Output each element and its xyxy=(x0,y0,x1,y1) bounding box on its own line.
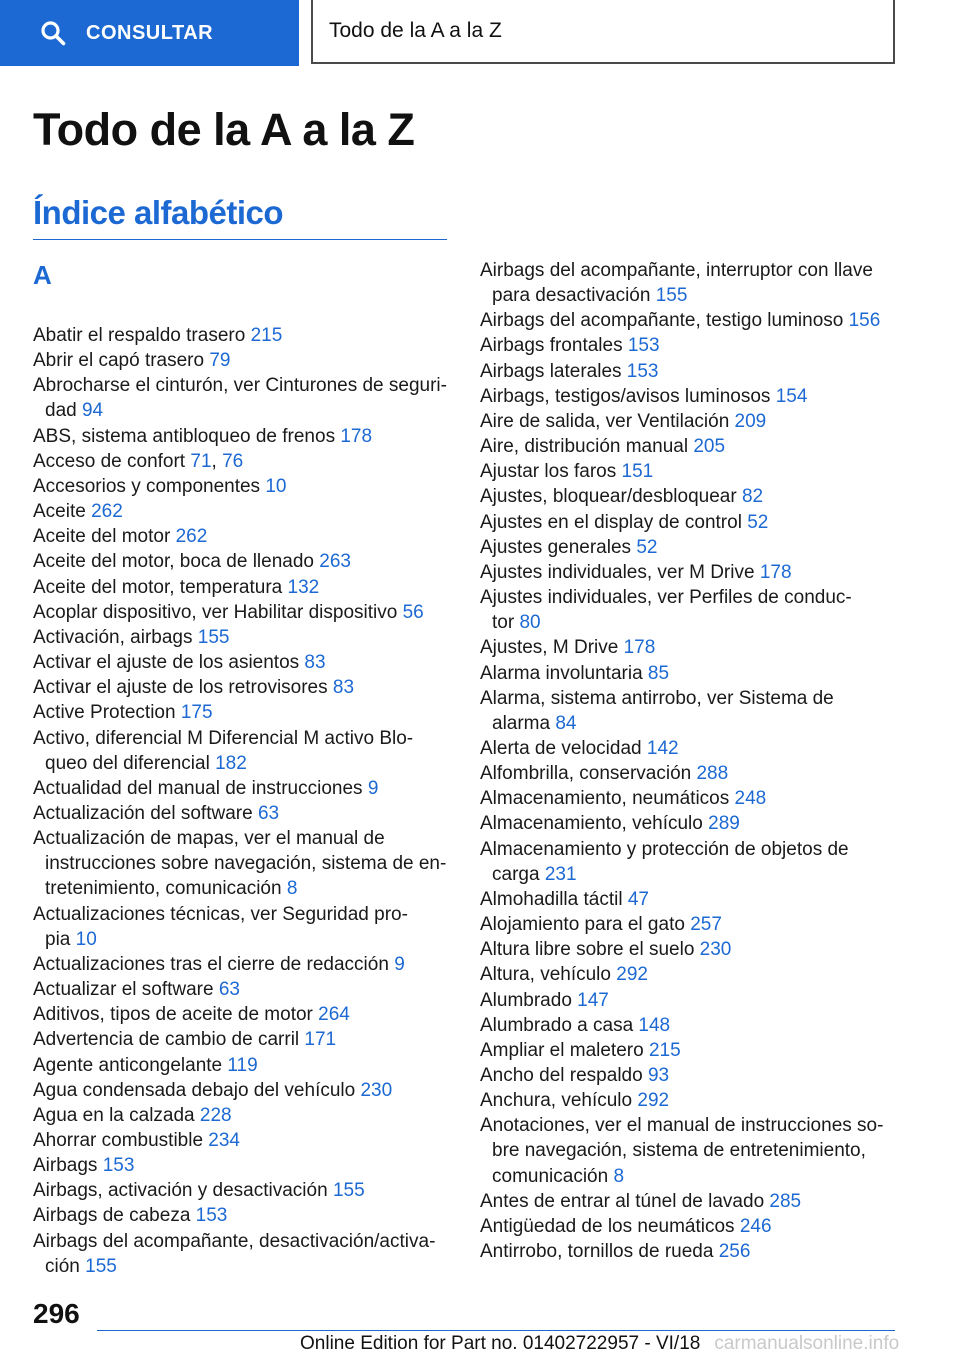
page-reference-link[interactable]: 85 xyxy=(647,662,670,684)
index-entry-continuation xyxy=(33,1254,451,1279)
index-entry xyxy=(33,1053,451,1078)
entry-text: comunicación xyxy=(492,1165,614,1187)
index-entry xyxy=(33,348,451,373)
index-entry xyxy=(480,686,900,711)
index-entry xyxy=(33,977,451,1002)
page-reference-link[interactable]: 175 xyxy=(180,702,213,724)
page-reference-link[interactable]: 52 xyxy=(747,511,769,533)
entry-text: Alumbrado xyxy=(480,989,578,1011)
index-entry xyxy=(33,424,451,449)
index-entry-continuation xyxy=(33,851,451,876)
entry-text: Altura libre sobre el suelo xyxy=(480,939,700,961)
entry-text: tretenimiento, comunicación xyxy=(45,878,287,900)
page-reference-link[interactable]: 154 xyxy=(775,385,808,407)
index-entry xyxy=(33,499,451,524)
page-reference-link[interactable]: 171 xyxy=(304,1029,337,1051)
index-entry xyxy=(33,1203,451,1228)
index-entry-continuation xyxy=(33,751,451,776)
page-reference-link[interactable]: 153 xyxy=(102,1155,135,1177)
entry-text: Ajustes en el display de control xyxy=(480,511,748,533)
page-reference-link[interactable]: 288 xyxy=(696,763,729,785)
index-entry-continuation xyxy=(33,398,451,423)
page-reference-link[interactable]: 83 xyxy=(304,652,326,674)
entry-text: Actualizaciones tras el cierre de redacción xyxy=(33,953,395,975)
index-entry xyxy=(33,726,451,751)
page-reference-link[interactable]: 228 xyxy=(199,1104,232,1126)
index-entry-continuation xyxy=(480,610,900,635)
page-reference-link[interactable]: 231 xyxy=(544,863,577,885)
index-entry xyxy=(33,952,451,977)
index-entry xyxy=(480,1013,900,1038)
page-reference-link[interactable]: 205 xyxy=(693,436,726,458)
index-entry xyxy=(480,1038,900,1063)
page-reference-link[interactable]: 155 xyxy=(85,1255,117,1277)
entry-text: Almacenamiento, neumáticos xyxy=(480,788,735,810)
page-reference-link[interactable]: 289 xyxy=(708,813,740,835)
entry-text: Activar el ajuste de los retrovisores xyxy=(33,677,333,699)
index-entry xyxy=(480,661,900,686)
footer xyxy=(300,1333,900,1355)
page-reference-link[interactable]: 8 xyxy=(613,1165,625,1187)
breadcrumb[interactable] xyxy=(311,0,895,64)
index-entry xyxy=(480,786,900,811)
index-entry xyxy=(33,373,451,398)
index-column-left xyxy=(33,256,451,1279)
page-reference-link[interactable]: 262 xyxy=(175,526,208,548)
index-entry xyxy=(480,434,900,459)
page-reference-link[interactable]: 142 xyxy=(646,737,679,759)
index-entry xyxy=(480,887,900,912)
entry-text: carga xyxy=(492,863,545,885)
section-divider xyxy=(33,239,447,240)
page-reference-link[interactable]: 234 xyxy=(208,1130,240,1151)
index-entry xyxy=(33,575,451,600)
index-entry-continuation xyxy=(480,1138,900,1163)
page-reference-link[interactable]: 153 xyxy=(626,360,659,382)
entry-text: Actualización de mapas, ver el manual de xyxy=(33,828,385,850)
page-reference-link[interactable]: 9 xyxy=(367,777,379,799)
index-entry xyxy=(480,1214,900,1239)
breadcrumb-label: Todo de la A a la Z xyxy=(329,19,502,42)
page-reference-link[interactable]: 178 xyxy=(623,637,656,659)
entry-text: alarma xyxy=(492,712,556,734)
page-reference-link[interactable]: 56 xyxy=(402,601,424,623)
index-entry xyxy=(33,826,451,851)
index-entry xyxy=(480,837,900,862)
index-column-right xyxy=(480,258,900,1264)
page-reference-link[interactable]: 155 xyxy=(655,285,688,307)
page-reference-link[interactable]: 264 xyxy=(318,1004,350,1026)
index-entry xyxy=(480,962,900,987)
index-entry xyxy=(33,1128,451,1153)
page-reference-link[interactable]: 52 xyxy=(636,536,658,558)
entry-text: Agua en la calzada xyxy=(33,1104,200,1126)
page-reference-link[interactable]: 153 xyxy=(195,1205,228,1227)
index-entry xyxy=(33,1002,451,1027)
page-title: Todo de la A a la Z xyxy=(33,104,415,155)
entry-text: Alumbrado a casa xyxy=(480,1014,639,1036)
index-entry xyxy=(33,776,451,801)
entry-text: queo del diferencial xyxy=(45,752,216,774)
entry-text: para desactivación xyxy=(492,285,656,307)
page-reference-link[interactable]: 151 xyxy=(621,461,654,483)
entry-text: Almacenamiento, vehículo xyxy=(480,813,709,835)
entry-text: Aceite del motor, boca de llenado xyxy=(33,551,320,573)
entry-text: Airbags del acompañante, desactivación/activa‐ xyxy=(33,1230,436,1252)
entry-text: Ajustes, M Drive xyxy=(480,637,624,659)
index-entry xyxy=(480,258,900,283)
index-entry xyxy=(33,902,451,927)
page-reference-link[interactable]: 285 xyxy=(769,1190,802,1212)
page-reference-link[interactable]: 10 xyxy=(265,475,287,497)
page-reference-link[interactable]: 292 xyxy=(616,964,648,986)
index-entry xyxy=(480,384,900,409)
index-entry xyxy=(33,1153,451,1178)
index-entry xyxy=(33,474,451,499)
entry-text: Antes de entrar al túnel de lavado xyxy=(480,1190,770,1212)
entry-text: Actualización del software xyxy=(33,802,258,824)
index-entry xyxy=(480,1113,900,1138)
page-reference-link[interactable]: 182 xyxy=(215,752,247,774)
index-entry xyxy=(480,912,900,937)
entry-text: Agua condensada debajo del vehículo xyxy=(33,1079,361,1101)
page-reference-link[interactable]: 215 xyxy=(250,325,283,346)
entry-text: Actualidad del manual de instrucciones xyxy=(33,777,368,799)
page-reference-link[interactable]: 153 xyxy=(627,335,660,357)
entry-text: Alojamiento para el gato xyxy=(480,914,691,936)
page-reference-link[interactable]: 209 xyxy=(734,410,767,432)
entry-text: Airbags laterales xyxy=(480,360,627,382)
entry-text: Actualizaciones técnicas, ver Seguridad pro‐ xyxy=(33,903,408,925)
entry-text: Anchura, vehículo xyxy=(480,1090,638,1112)
entry-text: Acceso de confort xyxy=(33,450,191,472)
index-entry xyxy=(480,484,900,509)
entry-text: Active Protection xyxy=(33,702,181,724)
page-reference-link[interactable]: 156 xyxy=(848,310,881,332)
entry-text: Aceite xyxy=(33,501,92,523)
page-reference-link[interactable]: 9 xyxy=(394,953,405,975)
entry-text: Airbags frontales xyxy=(480,335,628,357)
consult-label: CONSULTAR xyxy=(86,21,214,44)
entry-text: Airbags xyxy=(33,1155,103,1177)
page-reference-link[interactable]: 263 xyxy=(319,551,351,573)
index-entry xyxy=(480,585,900,610)
entry-text: Actualizar el software xyxy=(33,979,219,1001)
page-reference-link[interactable]: 71 xyxy=(190,450,212,472)
index-entry xyxy=(480,459,900,484)
entry-text: , xyxy=(211,450,223,472)
index-entry xyxy=(480,1063,900,1088)
index-entry xyxy=(33,600,451,625)
index-entry xyxy=(33,549,451,574)
index-entry xyxy=(480,510,900,535)
entry-text: Activar el ajuste de los asientos xyxy=(33,652,305,674)
index-entry xyxy=(33,1078,451,1103)
index-entry xyxy=(480,635,900,660)
index-entry xyxy=(33,675,451,700)
entry-text: Alarma involuntaria xyxy=(480,662,648,684)
index-entry xyxy=(480,409,900,434)
index-entry xyxy=(33,1103,451,1128)
entry-text: pia xyxy=(45,928,76,950)
consult-button[interactable] xyxy=(0,0,299,66)
page-reference-link[interactable]: 178 xyxy=(340,425,373,447)
page-reference-link[interactable]: 8 xyxy=(286,878,298,900)
entry-text: Alfombrilla, conservación xyxy=(480,763,697,785)
page-reference-link[interactable]: 82 xyxy=(741,486,764,508)
index-entry xyxy=(480,535,900,560)
entry-text: tor xyxy=(492,612,520,634)
index-entry xyxy=(33,625,451,650)
index-entry xyxy=(480,988,900,1013)
index-entry-continuation xyxy=(480,1164,900,1189)
page-reference-link[interactable]: 63 xyxy=(218,979,240,1001)
entry-text: Aire, distribución manual xyxy=(480,436,694,458)
entry-text: Aceite del motor xyxy=(33,526,176,548)
entry-text: Almacenamiento y protección de objetos de xyxy=(480,838,849,860)
entry-text: Altura, vehículo xyxy=(480,964,617,986)
entry-text: Ajustes generales xyxy=(480,536,637,558)
index-entry xyxy=(480,359,900,384)
entry-text: Ampliar el maletero xyxy=(480,1039,649,1061)
entry-text: Ajustes individuales, ver M Drive xyxy=(480,561,760,583)
index-entry xyxy=(480,1239,900,1264)
page-reference-link[interactable]: 248 xyxy=(734,788,767,810)
entry-text: instrucciones sobre navegación, sistema de en‐ xyxy=(45,853,447,875)
entry-text: Advertencia de cambio de carril xyxy=(33,1029,305,1051)
index-entry xyxy=(480,308,900,333)
page-reference-link[interactable]: 256 xyxy=(718,1241,751,1263)
entry-text: Ajustes, bloquear/desbloquear xyxy=(480,486,742,508)
entry-text: Airbags, testigos/avisos luminosos xyxy=(480,385,776,407)
index-entry xyxy=(480,811,900,836)
page-reference-link[interactable]: 148 xyxy=(638,1014,671,1036)
index-entry xyxy=(480,937,900,962)
index-entry-continuation xyxy=(33,927,451,952)
page-reference-link[interactable]: 10 xyxy=(75,928,97,950)
entry-text: Antigüedad de los neumáticos xyxy=(480,1215,740,1237)
entry-text: ABS, sistema antibloqueo de frenos xyxy=(33,425,341,447)
index-entries-left xyxy=(33,323,451,1279)
index-entry xyxy=(33,449,451,474)
page-reference-link[interactable]: 119 xyxy=(227,1054,258,1076)
page-reference-link[interactable]: 132 xyxy=(287,576,320,598)
entry-text: dad xyxy=(45,400,82,422)
entry-text: Anotaciones, ver el manual de instrucciones so‐ xyxy=(480,1115,884,1137)
entry-text: Acoplar dispositivo, ver Habilitar dispositivo xyxy=(33,601,403,623)
index-entry xyxy=(33,1178,451,1203)
edition-note: Online Edition for Part no. 01402722957 - VI/18 xyxy=(300,1333,701,1354)
entry-text: Antirrobo, tornillos de rueda xyxy=(480,1241,719,1263)
entry-text: Airbags, activación y desactivación xyxy=(33,1180,333,1202)
page-reference-link[interactable]: 63 xyxy=(257,802,280,824)
page-reference-link[interactable]: 76 xyxy=(222,450,244,472)
entry-text: Alarma, sistema antirrobo, ver Sistema de xyxy=(480,687,834,709)
entry-text: Accesorios y componentes xyxy=(33,475,266,497)
index-entries-right xyxy=(480,258,900,1264)
entry-text: Abrir el capó trasero xyxy=(33,350,210,372)
entry-text: Airbags de cabeza xyxy=(33,1205,196,1227)
entry-text: ción xyxy=(45,1255,86,1277)
page-reference-link[interactable]: 215 xyxy=(648,1039,681,1061)
page-reference-link[interactable]: 262 xyxy=(91,501,123,523)
entry-text: Ahorrar combustible xyxy=(33,1130,209,1151)
entry-text: Ancho del respaldo xyxy=(480,1065,648,1086)
entry-text: Airbags del acompañante, interruptor con llave xyxy=(480,260,873,281)
page-reference-link[interactable]: 83 xyxy=(332,677,355,699)
index-entry-continuation xyxy=(480,711,900,736)
page-reference-link[interactable]: 230 xyxy=(699,939,732,961)
watermark: carmanualsonline.info xyxy=(714,1333,900,1354)
index-entry xyxy=(480,736,900,761)
entry-text: Ajustes individuales, ver Perfiles de conduc‐ xyxy=(480,587,852,609)
index-entry xyxy=(33,323,451,348)
entry-text: Almohadilla táctil xyxy=(480,888,628,910)
entry-text: Aditivos, tipos de aceite de motor xyxy=(33,1004,319,1026)
entry-text: Aceite del motor, temperatura xyxy=(33,576,288,598)
index-entry xyxy=(480,1088,900,1113)
top-bar xyxy=(0,0,960,66)
search-icon xyxy=(40,20,66,46)
index-letter-heading: A xyxy=(33,260,52,290)
page-reference-link[interactable]: 47 xyxy=(627,888,649,910)
entry-text: Abrocharse el cinturón, ver Cinturones de seguri‐ xyxy=(33,375,447,397)
index-entry xyxy=(33,700,451,725)
page-reference-link[interactable]: 93 xyxy=(647,1065,670,1086)
page-reference-link[interactable]: 147 xyxy=(577,989,609,1011)
page-reference-link[interactable]: 178 xyxy=(759,561,792,583)
index-entry xyxy=(480,761,900,786)
page-number: 296 xyxy=(33,1298,80,1329)
index-entry-continuation xyxy=(480,283,900,308)
entry-text: Abatir el respaldo trasero xyxy=(33,325,251,346)
entry-text: Aire de salida, ver Ventilación xyxy=(480,410,735,432)
page-reference-link[interactable]: 84 xyxy=(555,712,577,734)
entry-text: Airbags del acompañante, testigo luminoso xyxy=(480,310,849,332)
page-reference-link[interactable]: 94 xyxy=(81,400,104,422)
index-entry xyxy=(480,333,900,358)
page-reference-link[interactable]: 80 xyxy=(519,612,541,634)
section-title: Índice alfabético xyxy=(33,194,284,231)
entry-text: Ajustar los faros xyxy=(480,461,622,483)
entry-text: Activación, airbags xyxy=(33,626,198,648)
entry-text: Activo, diferencial M Diferencial M activo Blo‐ xyxy=(33,727,414,749)
index-entry xyxy=(33,1229,451,1254)
page-reference-link[interactable]: 292 xyxy=(637,1090,670,1112)
index-entry xyxy=(480,560,900,585)
index-entry xyxy=(480,1189,900,1214)
index-entry-continuation xyxy=(480,862,900,887)
page-reference-link[interactable]: 246 xyxy=(739,1215,772,1237)
index-entry xyxy=(33,801,451,826)
page-reference-link[interactable]: 257 xyxy=(690,914,722,936)
index-entry-continuation xyxy=(33,876,451,901)
page-reference-link[interactable]: 155 xyxy=(332,1180,365,1202)
index-entry xyxy=(33,524,451,549)
entry-text: bre navegación, sistema de entretenimiento, xyxy=(492,1140,866,1162)
footer-divider xyxy=(97,1330,895,1331)
page-reference-link[interactable]: 230 xyxy=(360,1079,393,1101)
page-reference-link[interactable]: 155 xyxy=(197,626,230,648)
page-reference-link[interactable]: 79 xyxy=(209,350,231,372)
index-entry xyxy=(33,650,451,675)
entry-text: Agente anticongelante xyxy=(33,1054,228,1076)
entry-text: Alerta de velocidad xyxy=(480,737,647,759)
index-entry xyxy=(33,1027,451,1052)
